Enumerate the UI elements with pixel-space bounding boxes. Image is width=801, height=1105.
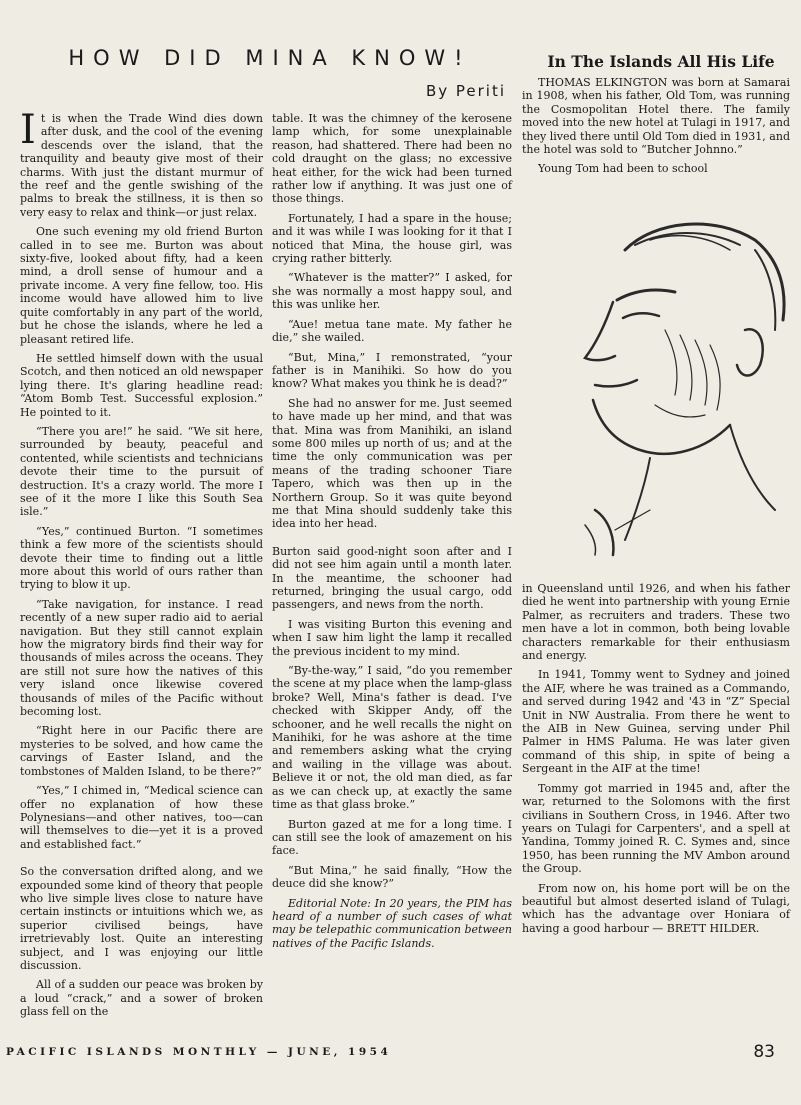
- paragraph-text: So the conversation drifted along, and we expounded some kind of theory that people who live simple lives close to nature have certain instincts or intuitions which we, as superior civilised beings, have irretrievably lost. Quite an interesting subject, and I was enjoying our little discussion.: [20, 865, 263, 972]
- drop-cap: I: [20, 107, 36, 153]
- article-paragraph: “Yes,” continued Burton. “I sometimes think a few more of the scientists should devote their time to finding out a little more about this world of ours rather than trying to blow it up.: [20, 524, 263, 592]
- sidebar-title: In The Islands All His Life: [547, 52, 775, 71]
- article-paragraph: One such evening my old friend Burton called in to see me. Burton was about sixty-five, looked about fifty, had a keen mind, a droll sense of humour and a private income. A very fine fellow, too. His income would have allowed him to live quite comfortably in any part of the world, but he chose the islands, where he led a pleasant retired life.: [20, 225, 263, 346]
- paragraph-text: t is when the Trade Wind dies down after dusk, and the cool of the evening descends over the island, that the tranquility and beauty give most of their charms. With just the distant murmur of the reef and the gentle swishing of the palms to break the stillness, it is then so very easy to relax and think—or just relax.: [20, 112, 263, 219]
- sidebar-column-bottom: [522, 582, 790, 941]
- article-paragraph: table. It was the chimney of the kerosene lamp which, for some unexplainable reason, had shattered. There had been no cold draught on the glass; no excessive heat either, for the wick had been turned rather low if anything. It was just one of those things.: [272, 112, 512, 206]
- article-paragraph: [20, 107, 263, 219]
- sidebar-paragraph: From now on, his home port will be on the beautiful but almost deserted island of Tulagi, which has the advantage over Honiara of having a good harbour — BRETT HILDER.: [522, 881, 790, 935]
- article-paragraph: “But Mina,” he said finally, “How the deuce did she know?”: [272, 863, 512, 891]
- article-paragraph: She had no answer for me. Just seemed to have made up her mind, and that was that. Mina was from Manihiki, an island some 800 miles up north of us; and at the time the only communication was per means of the trading schooner Tiare Tapero, which was then up in the Northern Group. So it was quite beyond me that Mina should suddenly take this idea into her head.: [272, 396, 512, 531]
- portrait-sketch: [555, 210, 790, 570]
- page-number: 83: [753, 1042, 775, 1062]
- article-paragraph: “There you are!” he said. “We sit here, surrounded by beauty, peaceful and contented, while scientists and technicians devote their time to the pursuit of destruction. It's a crazy world. The more I see of it the more I like this South Sea isle.”: [20, 424, 263, 519]
- article-paragraph: Fortunately, I had a spare in the house; and it was while I was looking for it that I noticed that Mina, the house girl, was crying rather bitterly.: [272, 211, 512, 266]
- article-paragraph: [20, 865, 263, 972]
- article-paragraph: Burton gazed at me for a long time. I can still see the look of amazement on his face.: [272, 817, 512, 858]
- article-paragraph: “Take navigation, for instance. I read recently of a new super radio aid to aerial navigation. But they still cannot explain how the migratory birds find their way for thousands of miles across the oceans. They are still not sure how the natives of this very island once likewise covered thousands of miles of the Pacific without becoming lost.: [20, 597, 263, 719]
- article-paragraph: “Aue! metua tane mate. My father he die,” she wailed.: [272, 317, 512, 345]
- article-paragraph: “But, Mina,” I remonstrated, “your father is in Manihiki. So how do you know? What makes you think he is dead?”: [272, 350, 512, 391]
- sidebar-paragraph: In 1941, Tommy went to Sydney and joined the AIF, where he was trained as a Commando, and served during 1942 and '43 in “Z” Special Unit in NW Australia. From there he went to the AIB in New Guinea, serving under Phil Palmer in HMS Paluma. He was later given command of this ship, in spite of being a Sergeant in the AIF at the time!: [522, 668, 790, 776]
- article-paragraph: “Right here in our Pacific there are mysteries to be solved, and how came the carvings of Easter Island, and the tombstones of Malden Island, to be there?”: [20, 724, 263, 778]
- article-paragraph: “By-the-way,” I said, “do you remember the scene at my place when the lamp-glass broke? Well, Mina's father is dead. I've checked with Skipper Andy, off the schooner, and he well recalls the night on Manihiki, for he was ashore at the time and remembers asking what the crying and wailing in the village was about. Believe it or not, the old man died, as far as we can check up, at exactly the same time as that glass broke.”: [272, 664, 512, 812]
- article-paragraph: “Yes,” I chimed in, “Medical science can offer no explanation of how these Polynesians—and other natives, too—can will themselves to die—yet it is a proved and established fact.”: [20, 784, 263, 851]
- paragraph-text: Burton said good-night soon after and I did not see him again until a month later. In the meantime, the schooner had returned, bringing the usual cargo, odd passengers, and news from the north.: [272, 544, 512, 612]
- article-paragraph: He settled himself down with the usual Scotch, and then noticed an old newspaper lying there. It's glaring headline read: “Atom Bomb Test. Successful explosion.” He pointed to it.: [20, 351, 263, 419]
- sidebar-paragraph: Young Tom had been to school: [538, 162, 708, 176]
- article-column-1: [20, 107, 263, 1025]
- sidebar-paragraph: THOMAS ELKINGTON was born at Samarai in 1908, when his father, Old Tom, was running the Cosmopolitan Hotel there. The family moved into the new hotel at Tulagi in 1917, and they lived there until Old Tom died in 1931, and the hotel was sold to “Butcher Johnno.”: [522, 76, 790, 157]
- article-title: HOW DID MINA KNOW!: [68, 46, 472, 70]
- article-paragraph: [272, 545, 512, 612]
- article-column-2: [272, 112, 512, 956]
- article-paragraph: All of a sudden our peace was broken by a loud “crack,” and a sower of broken glass fell on the: [20, 978, 263, 1019]
- sidebar-column-top: [522, 76, 790, 182]
- article-paragraph: I was visiting Burton this evening and when I saw him light the lamp it recalled the previous incident to my mind.: [272, 617, 512, 658]
- running-footer: PACIFIC ISLANDS MONTHLY — JUNE, 1954: [6, 1046, 392, 1058]
- sidebar-paragraph: Tommy got married in 1945 and, after the war, returned to the Solomons with the first civilians in Southern Cross, in 1946. After two years on Tulagi for Carpenters', and a spell at Yandina, Tommy joined R. C. Symes and, since 1950, has been running the MV Ambon around the Group.: [522, 781, 790, 876]
- article-byline: By Periti: [425, 82, 506, 100]
- article-paragraph: “Whatever is the matter?” I asked, for she was normally a most happy soul, and this was unlike her.: [272, 271, 512, 312]
- editorial-note: Editorial Note: In 20 years, the PIM has heard of a number of such cases of what may be telepathic communication between natives of the Pacific Islands.: [272, 896, 512, 950]
- sidebar-paragraph: in Queensland until 1926, and when his father died he went into partnership with young Ernie Palmer, as recruiters and traders. These two men have a lot in common, both being lovable characters remarkable for their enthusiasm and energy.: [522, 582, 790, 663]
